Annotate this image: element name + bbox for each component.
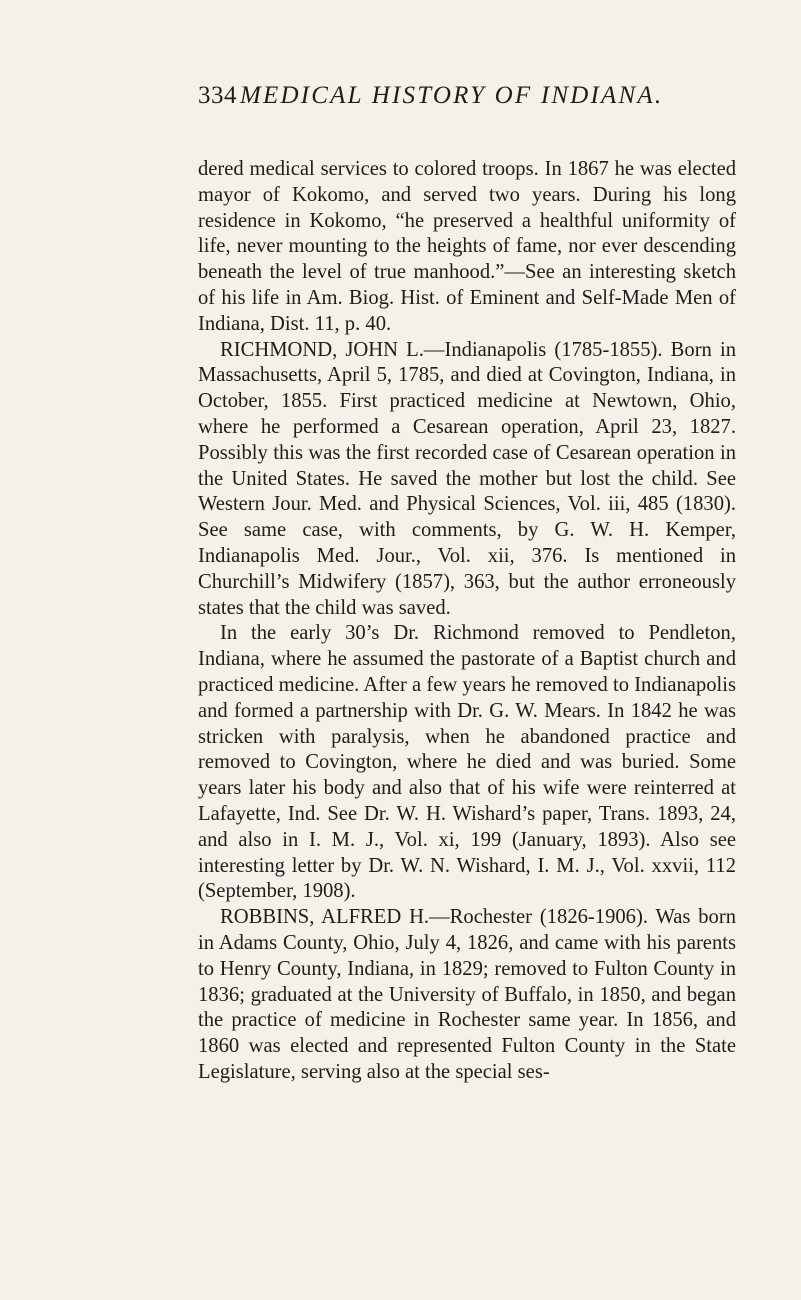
running-header (198, 80, 758, 112)
paragraph-continuation: dered medical services to colored troops. In 1867 he was elected mayor of Kokomo, and served two years. During his long residence in Kokomo, “he preserved a healthful uniformity of life, never mounting to the heights of fame, nor ever descending beneath the level of true manhood.”—See an interesting sketch of his life in Am. Biog. Hist. of Eminent and Self-Made Men of Indiana, Dist. 11, p. 40. (198, 158, 736, 335)
running-title: MEDICAL HISTORY OF INDIANA. (240, 82, 664, 109)
paragraph-richmond-entry: RICHMOND, JOHN L.—Indianapolis (1785-1855). Born in Massachusetts, April 5, 1785, and died at Covington, Indiana, in October, 1855. First practiced medicine at Newtown, Ohio, where he performed a Cesarean operation, April 23, 1827. Possibly this was the first recorded case of Cesarean operation in the United States. He saved the mother but lost the child. See Western Jour. Med. and Physical Sciences, Vol. iii, 485 (1830). See same case, with comments, by G. W. H. Kemper, Indianapolis Med. Jour., Vol. xii, 376. Is mentioned in Churchill’s Midwifery (1857), 363, but the author erroneously states that the child was saved. (198, 338, 736, 619)
page-number: 334 (198, 82, 237, 109)
paragraph-richmond-later-life: In the early 30’s Dr. Richmond removed to Pendleton, Indiana, where he assumed the pastorate of a Baptist church and practiced medicine. After a few years he removed to Indianapolis and formed a partnership with Dr. G. W. Mears. In 1842 he was stricken with paralysis, when he abandoned practice and removed to Covington, where he died and was buried. Some years later his body and also that of his wife were reinterred at Lafayette, Ind. See Dr. W. H. Wishard’s paper, Trans. 1893, 24, and also in I. M. J., Vol. xi, 199 (January, 1893). Also see interesting letter by Dr. W. N. Wishard, I. M. J., Vol. xxvii, 112 (September, 1908). (198, 622, 736, 903)
body-text (198, 157, 736, 1086)
paragraph-robbins-entry: ROBBINS, ALFRED H.—Rochester (1826-1906). Was born in Adams County, Ohio, July 4, 1826, and came with his parents to Henry County, Indiana, in 1829; removed to Fulton County in 1836; graduated at the University of Buffalo, in 1850, and began the practice of medicine in Rochester same year. In 1856, and 1860 was elected and represented Fulton County in the State Legislature, serving also at the special ses- (198, 906, 736, 1083)
